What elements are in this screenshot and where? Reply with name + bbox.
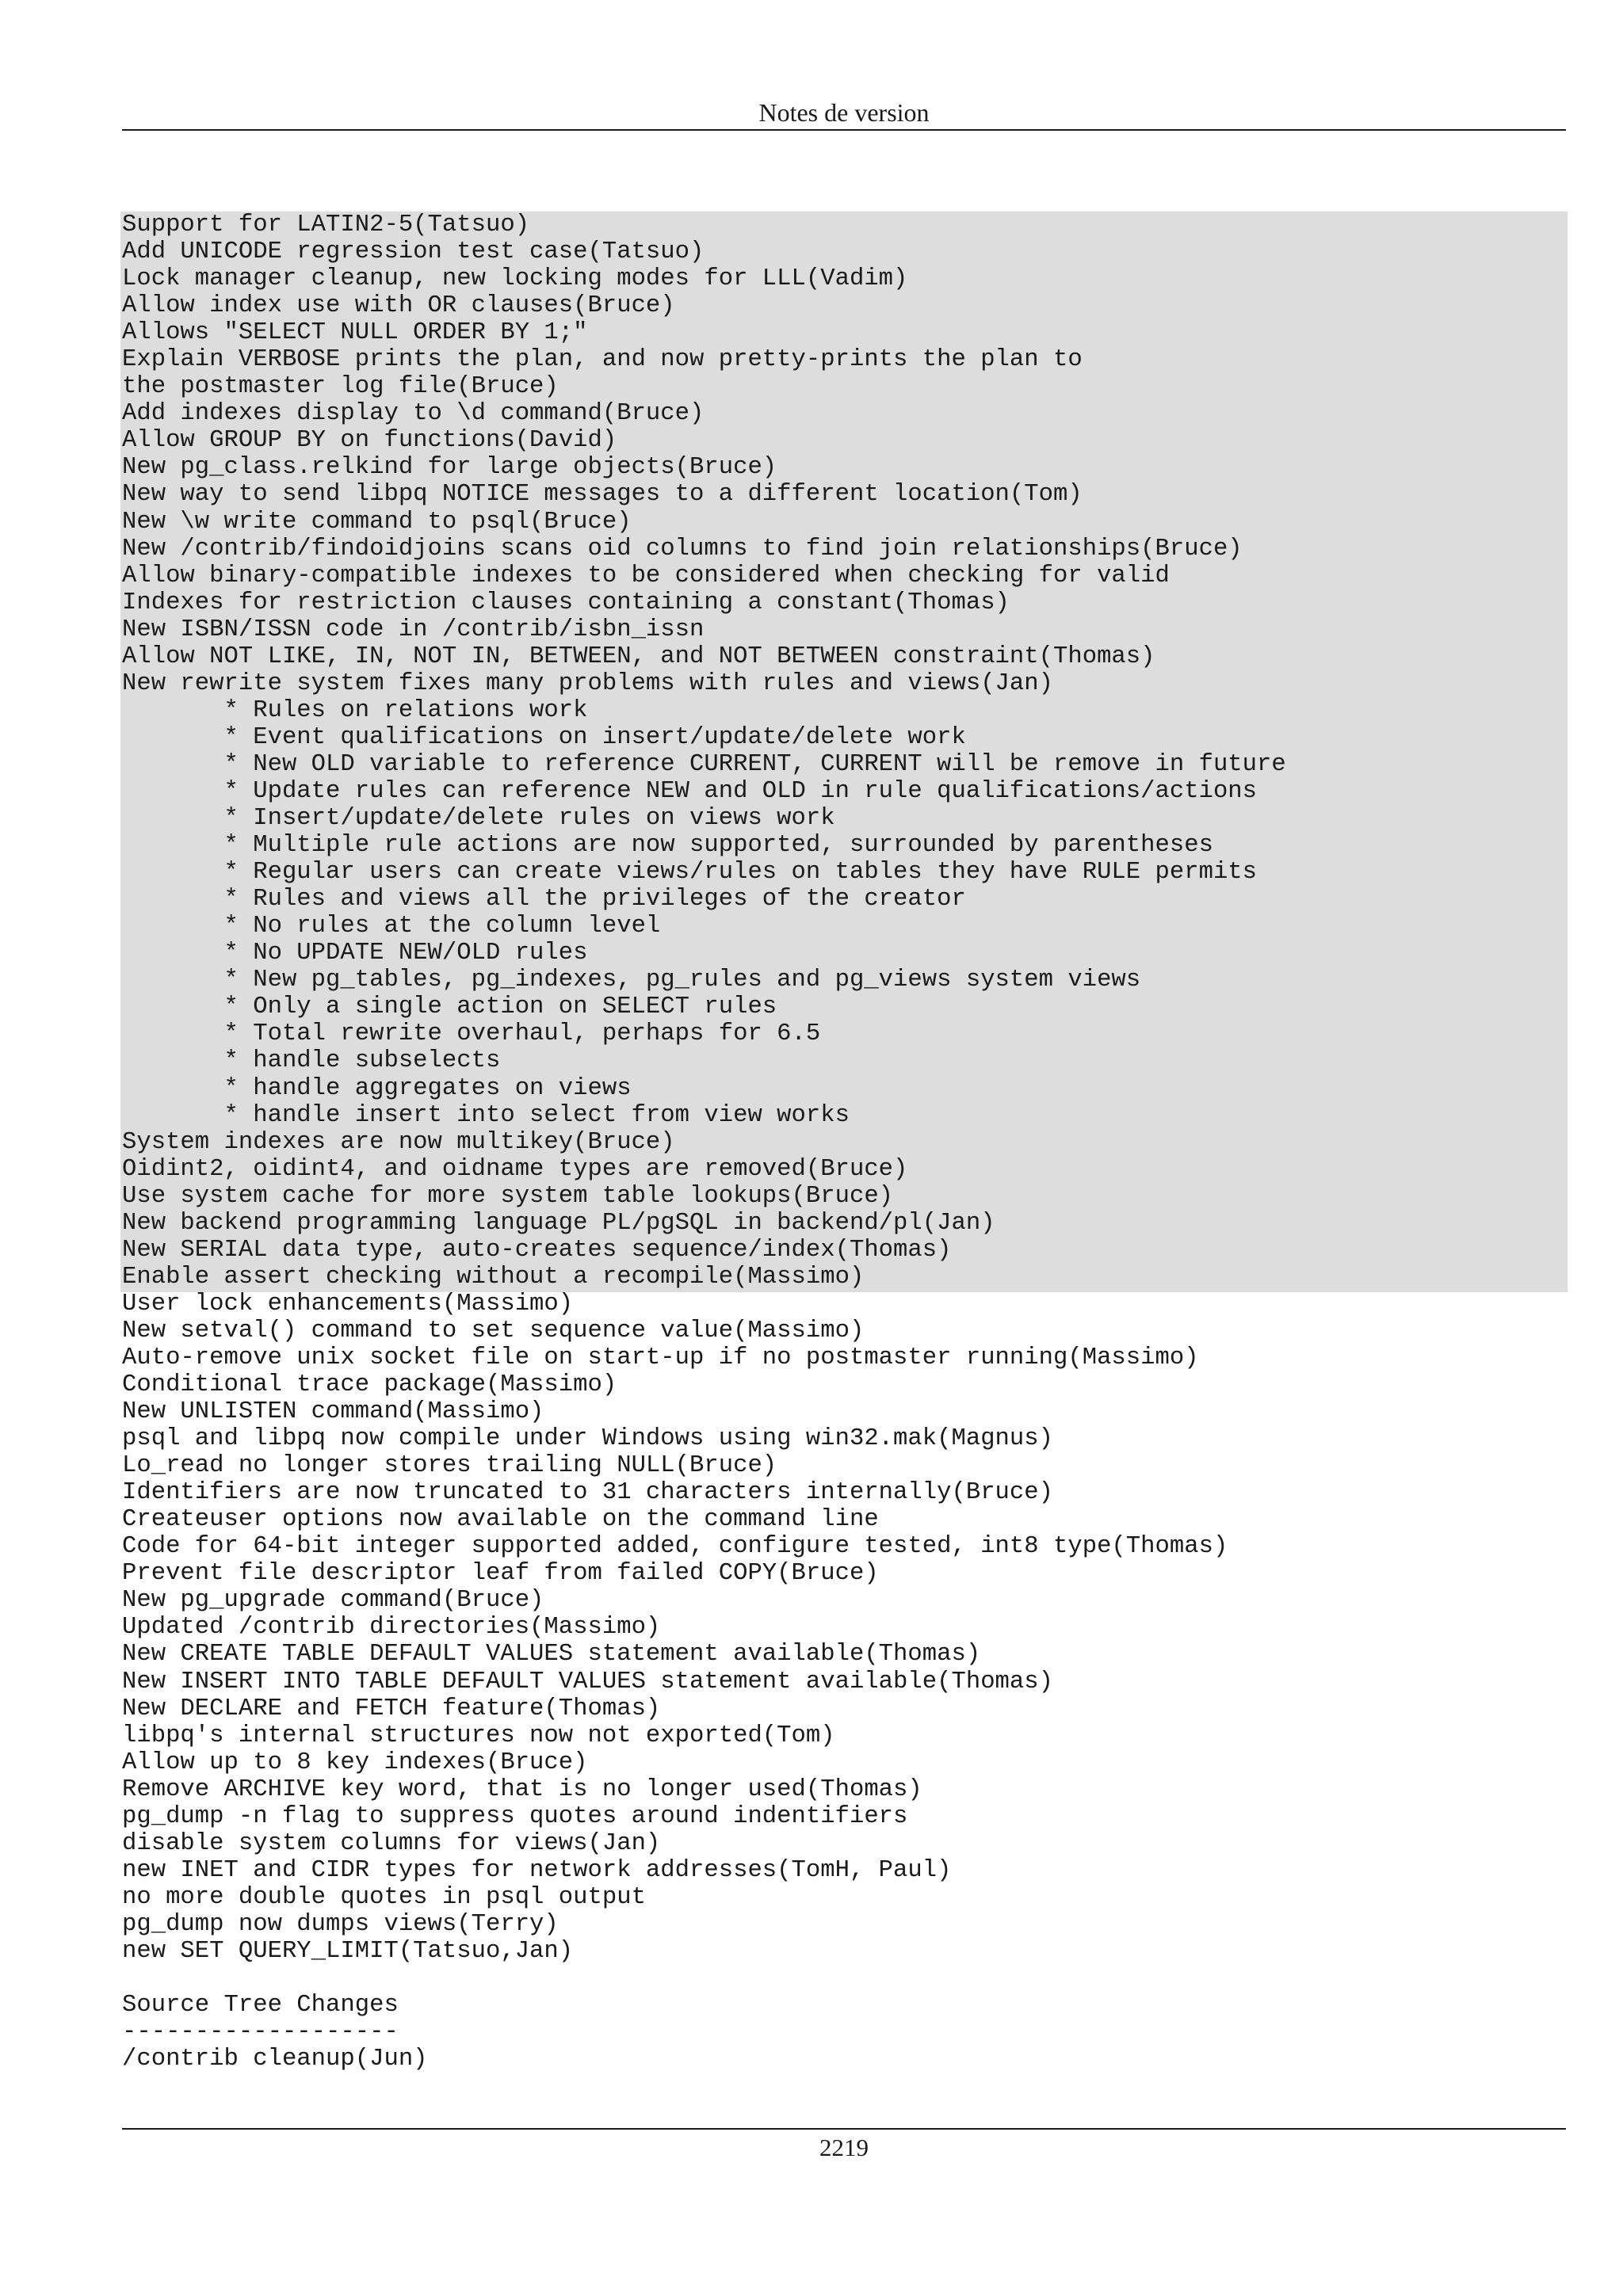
- code-line: the postmaster log file(Bruce): [122, 373, 559, 401]
- code-line: Allow binary-compatible indexes to be considered when checking for valid: [122, 562, 1170, 589]
- code-line: New /contrib/findoidjoins scans oid columns to find join relationships(Bruce): [122, 535, 1243, 563]
- code-line: Use system cache for more system table lookups(Bruce): [122, 1182, 894, 1210]
- code-line: libpq's internal structures now not exported(Tom): [122, 1722, 835, 1749]
- code-line: * Total rewrite overhaul, perhaps for 6.5: [122, 1020, 821, 1048]
- code-line: New \w write command to psql(Bruce): [122, 508, 632, 536]
- code-line: New way to send libpq NOTICE messages to a different location(Tom): [122, 481, 1083, 509]
- code-line: Conditional trace package(Massimo): [122, 1371, 617, 1399]
- code-line: new SET QUERY_LIMIT(Tatsuo,Jan): [122, 1938, 574, 1965]
- code-line: * No rules at the column level: [122, 913, 661, 940]
- code-line: * Rules and views all the privileges of the creator: [122, 886, 966, 913]
- code-line: Auto-remove unix socket file on start-up if no postmaster running(Massimo): [122, 1344, 1199, 1371]
- code-line: Indexes for restriction clauses containing a constant(Thomas): [122, 589, 1010, 616]
- code-line: * New OLD variable to reference CURRENT, CURRENT will be remove in future: [122, 750, 1286, 778]
- code-line: * New pg_tables, pg_indexes, pg_rules and pg_views system views: [122, 967, 1141, 994]
- code-line: Allow up to 8 key indexes(Bruce): [122, 1749, 588, 1776]
- code-line: Lock manager cleanup, new locking modes for LLL(Vadim): [122, 265, 908, 293]
- code-line: New backend programming language PL/pgSQL in backend/pl(Jan): [122, 1209, 995, 1237]
- code-listing: [120, 212, 1568, 2073]
- code-line: new INET and CIDR types for network addresses(TomH, Paul): [122, 1856, 952, 1884]
- code-line: Identifiers are now truncated to 31 characters internally(Bruce): [122, 1479, 1053, 1507]
- code-line: New DECLARE and FETCH feature(Thomas): [122, 1695, 661, 1722]
- code-line: User lock enhancements(Massimo): [122, 1290, 574, 1318]
- code-line: psql and libpq now compile under Windows using win32.mak(Magnus): [122, 1425, 1053, 1453]
- code-line: * Update rules can reference NEW and OLD in rule qualifications/actions: [122, 777, 1258, 805]
- running-header: Notes de version: [758, 98, 930, 127]
- code-line: New SERIAL data type, auto-creates sequence/index(Thomas): [122, 1236, 952, 1264]
- code-line: Support for LATIN2-5(Tatsuo): [122, 212, 530, 238]
- code-line: pg_dump now dumps views(Terry): [122, 1910, 559, 1938]
- code-line: Allow index use with OR clauses(Bruce): [122, 292, 675, 320]
- code-line: /contrib cleanup(Jun): [122, 2046, 428, 2073]
- code-line: * handle aggregates on views: [122, 1074, 632, 1102]
- code-line: * Regular users can create views/rules on tables they have RULE permits: [122, 859, 1258, 887]
- code-line: System indexes are now multikey(Bruce): [122, 1128, 675, 1156]
- code-line: Add indexes display to \d command(Bruce): [122, 400, 705, 428]
- code-line: New rewrite system fixes many problems with rules and views(Jan): [122, 669, 1053, 697]
- code-line: New INSERT INTO TABLE DEFAULT VALUES statement available(Thomas): [122, 1668, 1053, 1695]
- code-line: New pg_class.relkind for large objects(Bruce): [122, 454, 777, 482]
- code-line: Lo_read no longer stores trailing NULL(Bruce): [122, 1452, 777, 1480]
- code-line: Allows "SELECT NULL ORDER BY 1;": [122, 319, 588, 347]
- code-line: * Insert/update/delete rules on views work: [122, 805, 835, 833]
- code-line: * handle insert into select from view works: [122, 1101, 850, 1129]
- page-number: 2219: [819, 2134, 869, 2161]
- code-line: -------------------: [122, 2019, 399, 2046]
- code-line: New CREATE TABLE DEFAULT VALUES statement available(Thomas): [122, 1641, 981, 1669]
- code-line: Source Tree Changes: [122, 1992, 399, 2019]
- code-line: * Event qualifications on insert/update/delete work: [122, 723, 966, 751]
- code-line: Createuser options now available on the command line: [122, 1506, 879, 1534]
- code-line: pg_dump -n flag to suppress quotes around indentifiers: [122, 1802, 908, 1830]
- code-line: New pg_upgrade command(Bruce): [122, 1587, 544, 1615]
- code-line: no more double quotes in psql output: [122, 1883, 646, 1911]
- code-line: Updated /contrib directories(Massimo): [122, 1614, 661, 1642]
- code-line: New UNLISTEN command(Massimo): [122, 1398, 544, 1426]
- code-line: New ISBN/ISSN code in /contrib/isbn_issn: [122, 616, 705, 643]
- code-line: Allow GROUP BY on functions(David): [122, 427, 617, 455]
- code-line: Add UNICODE regression test case(Tatsuo): [122, 238, 705, 266]
- code-line: Remove ARCHIVE key word, that is no longer used(Thomas): [122, 1775, 922, 1803]
- code-line: New setval() command to set sequence value(Massimo): [122, 1317, 865, 1344]
- code-line: disable system columns for views(Jan): [122, 1829, 661, 1857]
- code-line: Oidint2, oidint4, and oidname types are removed(Bruce): [122, 1155, 908, 1183]
- code-line: Enable assert checking without a recompile(Massimo): [122, 1263, 865, 1291]
- header-rule: [122, 129, 1566, 131]
- code-line: * Rules on relations work: [122, 696, 588, 724]
- code-line: Allow NOT LIKE, IN, NOT IN, BETWEEN, and NOT BETWEEN constraint(Thomas): [122, 643, 1155, 670]
- code-line: * Multiple rule actions are now supported, surrounded by parentheses: [122, 832, 1213, 860]
- code-line: Prevent file descriptor leaf from failed COPY(Bruce): [122, 1560, 879, 1588]
- code-line: * Only a single action on SELECT rules: [122, 994, 777, 1021]
- code-line: * handle subselects: [122, 1047, 501, 1075]
- code-line: [122, 1965, 1568, 1992]
- code-line: * No UPDATE NEW/OLD rules: [122, 940, 588, 967]
- code-line: Code for 64-bit integer supported added, configure tested, int8 type(Thomas): [122, 1533, 1228, 1561]
- code-line: Explain VERBOSE prints the plan, and now pretty-prints the plan to: [122, 346, 1083, 374]
